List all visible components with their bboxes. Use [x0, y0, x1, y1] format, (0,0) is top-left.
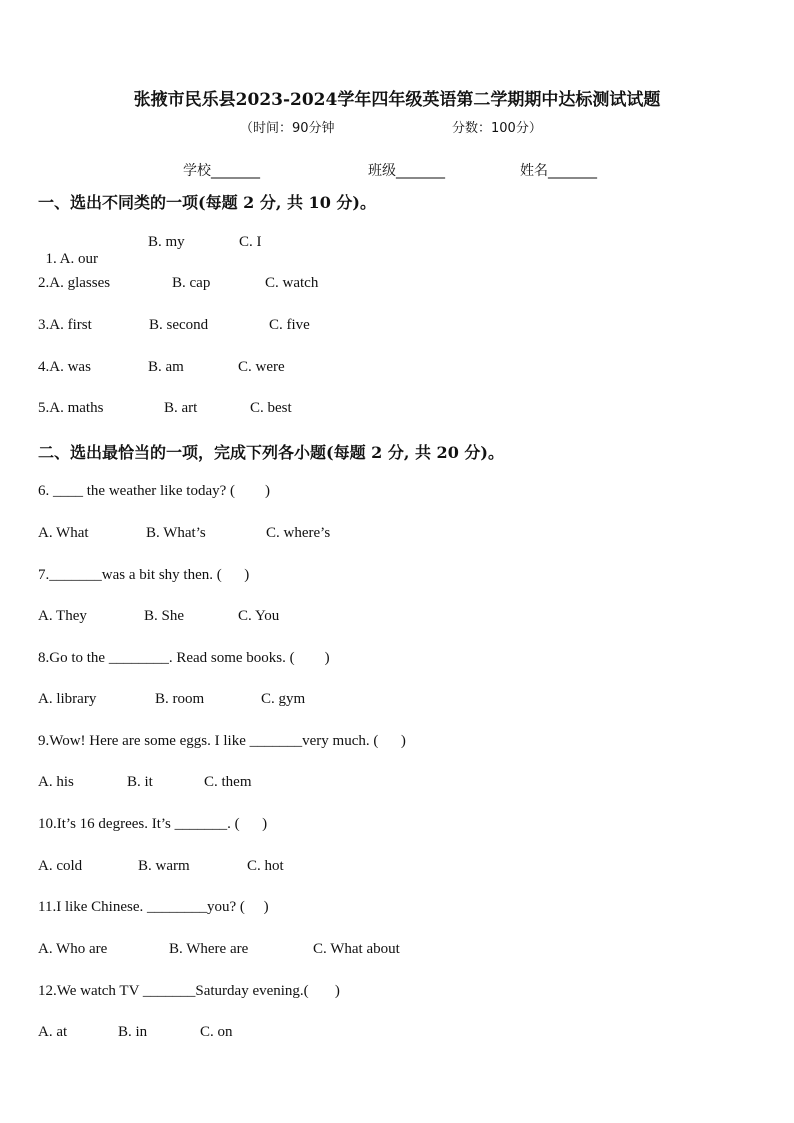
q12-option-a: A. at — [38, 1024, 68, 1040]
q4-option-c: C. were — [238, 359, 285, 375]
q1 — [38, 234, 98, 268]
q10-stem: 10.It’s 16 degrees. It’s _______. ( ) — [38, 816, 268, 832]
q4-option-a: 4.A. was — [38, 359, 91, 375]
section-1-heading: 一、选出不同类的一项(每题 2 分, 共 10 分)。 — [38, 193, 376, 212]
q7-option-a: A. They — [38, 608, 87, 624]
q4-option-b: B. am — [148, 359, 184, 375]
q7-option-b: B. She — [144, 608, 185, 624]
q3-option-a: 3.A. first — [38, 317, 92, 333]
name-field: 姓名_______ — [520, 163, 597, 179]
q9-option-c: C. them — [204, 774, 252, 790]
q8-stem: 8.Go to the ________. Read some books. ( ) — [38, 650, 330, 666]
q11-stem: 11.I like Chinese. ________you? ( ) — [38, 899, 269, 915]
q10-option-a: A. cold — [38, 858, 83, 874]
q1-option-a: 1. A. our — [45, 251, 98, 267]
section-2-heading: 二、选出最恰当的一项，完成下列各小题(每题 2 分, 共 20 分)。 — [38, 443, 504, 462]
q10-option-b: B. warm — [138, 858, 190, 874]
q7-stem: 7._______was a bit shy then. ( ) — [38, 567, 250, 583]
q5-option-c: C. best — [250, 400, 292, 416]
q5-option-a: 5.A. maths — [38, 400, 104, 416]
q1-option-b: B. my — [148, 234, 185, 250]
q5-option-b: B. art — [164, 400, 198, 416]
q9-option-a: A. his — [38, 774, 74, 790]
exam-time: （时间：90分钟 — [240, 121, 335, 136]
q9-stem: 9.Wow! Here are some eggs. I like _______very much. ( ) — [38, 733, 406, 749]
school-field: 学校_______ — [183, 163, 260, 179]
class-field: 班级_______ — [368, 163, 445, 179]
q3-option-b: B. second — [149, 317, 209, 333]
q11-option-a: A. Who are — [38, 941, 108, 957]
q6-option-c: C. where’s — [266, 525, 331, 541]
q11-option-c: C. What about — [313, 941, 400, 957]
q2-option-b: B. cap — [172, 275, 211, 291]
q2-option-c: C. watch — [265, 275, 319, 291]
q3-option-c: C. five — [269, 317, 310, 333]
q8-option-b: B. room — [155, 691, 205, 707]
q10-option-c: C. hot — [247, 858, 284, 874]
q12-option-c: C. on — [200, 1024, 233, 1040]
q1-option-c: C. I — [239, 234, 262, 250]
q12-stem: 12.We watch TV _______Saturday evening.( ) — [38, 983, 340, 999]
q6-stem: 6. ____ the weather like today? ( ) — [38, 483, 271, 499]
q8-option-a: A. library — [38, 691, 97, 707]
q7-option-c: C. You — [238, 608, 280, 624]
q6-option-b: B. What’s — [146, 525, 206, 541]
q9-option-b: B. it — [127, 774, 153, 790]
q6-option-a: A. What — [38, 525, 89, 541]
q11-option-b: B. Where are — [169, 941, 249, 957]
q2-option-a: 2.A. glasses — [38, 275, 111, 291]
q12-option-b: B. in — [118, 1024, 148, 1040]
q8-option-c: C. gym — [261, 691, 306, 707]
page-title: 张掖市民乐县2023-2024学年四年级英语第二学期期中达标测试试题 — [133, 90, 661, 110]
exam-score: 分数：100分） — [452, 121, 542, 136]
